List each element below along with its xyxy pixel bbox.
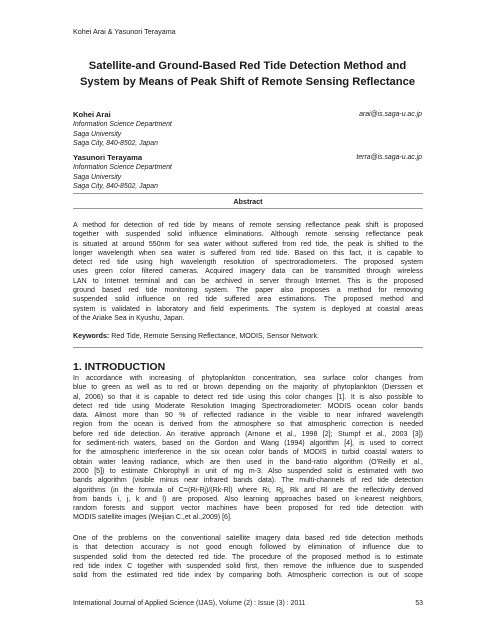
intro-line: is that detection accuracy is not good enough followed by elimination of influence due to	[73, 544, 423, 552]
divider	[73, 193, 423, 194]
intro-line: In accordance with increasing of phytoplankton concentration, sea surface color changes from	[73, 375, 423, 382]
author-affiliation	[73, 120, 172, 149]
affiliation-line: Saga University	[73, 130, 122, 138]
running-head: Kohei Arai & Yasunori Terayama	[73, 27, 176, 36]
intro-line: obtain water leaving radiance, which are then used in the band-ratio algorithm (O'Reilly et al.,	[73, 458, 423, 466]
abstract-line: together with suspended solid influence eliminations. Although remote sensing reflectance peak	[73, 231, 423, 239]
title-line: System by Means of Peak Shift of Remote Sensing Reflectance	[79, 76, 416, 88]
intro-line: detect red tide using Moderate Resolution Imaging Spectroradiometer: MODIS ocean color bands	[73, 402, 423, 410]
author-name: Yasunori Terayama	[73, 153, 143, 162]
abstract-line: longer wavelength when sea water is suffered from red tide. Based on this fact, it is capable to	[73, 249, 423, 257]
divider	[73, 208, 423, 209]
intro-line: data. Almost more than 90 % of reflected radiance in the visible to near infrared wavelength	[73, 412, 423, 420]
abstract-line: of the Ariake Sea in Kyushu, Japan.	[73, 314, 185, 322]
page-footer	[73, 600, 423, 607]
abstract-line: LAN to Internet terminal and can be archived in server through Internet. This is the proposed	[73, 277, 423, 285]
intro-line: blue to green as well as to red or brown depending on the majority of phytoplankton (Dierssen et	[73, 384, 423, 392]
keywords-text: Red Tide, Remote Sensing Reflectance, MODIS, Sensor Network.	[111, 332, 320, 340]
intro-line: MODIS satellite images (Weijian C.,et al.,2009) [6].	[73, 514, 232, 522]
affiliation-line: Saga University	[73, 173, 122, 181]
abstract-line: suspended solid influence on red tide suffered area estimations. The proposed method and	[73, 296, 423, 304]
intro-line: red tide index C together with suspended solid first, then remove the influence due to suspended	[73, 562, 423, 570]
affiliation-line: Information Science Department	[73, 164, 172, 171]
abstract-line: A method for detection of red tide by means of remote sensing reflectance peak shift is proposed	[73, 222, 423, 229]
intro-line: region from the ocean is derived from the atmosphere so that atmospheric correction is needed	[73, 421, 423, 429]
affiliation-line: Saga City, 840-8502, Japan	[73, 140, 158, 148]
author-affiliation	[73, 163, 172, 192]
title-line: Satellite-and Ground-Based Red Tide Detection Method and	[88, 60, 407, 72]
intro-line: for the atmospheric interference in the six ocean color bands of MODIS in turbid coastal waters to	[73, 449, 423, 457]
divider	[73, 347, 423, 348]
abstract-body	[73, 221, 423, 323]
author-email[interactable]: terra@is.saga-u.ac.jp	[356, 154, 422, 161]
intro-line: One of the problems on the conventional satellite imagery data based red tide detection methods	[73, 535, 423, 542]
affiliation-line: Saga City, 840-8502, Japan	[73, 183, 158, 191]
intro-line: bands algorithm (visible minus near infrared bands data). The multi-channels of red tide detection	[73, 477, 423, 485]
page-number: 53	[415, 600, 423, 607]
abstract-line: uses green color filtered cameras. Acquired imagery data can be transmitted through wireless	[73, 268, 423, 276]
intro-paragraph-1	[73, 374, 423, 523]
intro-line: suspended solid from the detected red tide. The procedure of the proposed method is to estimate	[73, 553, 423, 561]
section-heading: 1. INTRODUCTION	[73, 361, 166, 373]
keywords-label: Keywords:	[73, 332, 110, 340]
intro-line: 2000 [5]) to estimate Chlorophyll in unit of mg m-3. Also suspended solid is estimated with two	[73, 467, 423, 475]
affiliation-line: Information Science Department	[73, 121, 172, 128]
author-name: Kohei Arai	[73, 110, 111, 119]
abstract-line: ground based red tide monitoring system. The paper also proposes a method for removing	[73, 287, 423, 295]
intro-line: al, 2006) so that it is capable to detect red tide using this color changes [1]. It is also possible to	[73, 393, 423, 401]
intro-line: random forests and support vector machines have been proposed for red tide detection with	[73, 505, 423, 513]
abstract-line: system is validated in laboratory and field experiments. The system is deployed at coastal areas	[73, 305, 423, 313]
intro-line: for sediment-rich waters, based on the Gordon and Wang (1994) algorithm [4], is used to correct	[73, 440, 423, 448]
keywords	[73, 332, 319, 340]
abstract-heading: Abstract	[233, 197, 263, 206]
intro-line: from bands i, j, k and l) are proposed. Also learning approaches based on k-nearest neighbors,	[73, 495, 423, 503]
abstract-line: is situated at around 550nm for sea water without suffered from red tide, the peak is shifted to the	[73, 240, 423, 248]
author-email[interactable]: arai@is.saga-u.ac.jp	[359, 111, 422, 118]
intro-line: algorithms (in the formula of C=(Ri-Rj)/(Rk-Rl) where Ri, Rj, Rk and Rl are the reflectivity derived	[73, 486, 423, 494]
paper-title	[40, 58, 455, 90]
intro-line: before red tide detection. An iterative approach (Arnone et al., 1998 [2]; Stumpf et al., 2003 [3])	[73, 430, 423, 438]
intro-line: solid from the estimated red tide index by comparing both. Atmospheric correction is out of scope	[73, 572, 423, 580]
intro-paragraph-2	[73, 534, 423, 580]
journal-citation: International Journal of Applied Science (IJAS), Volume (2) : Issue (3) : 2011	[73, 600, 306, 607]
abstract-line: detect red tide using high wavelength resolution of spectroradiometers. The proposed system	[73, 259, 423, 267]
